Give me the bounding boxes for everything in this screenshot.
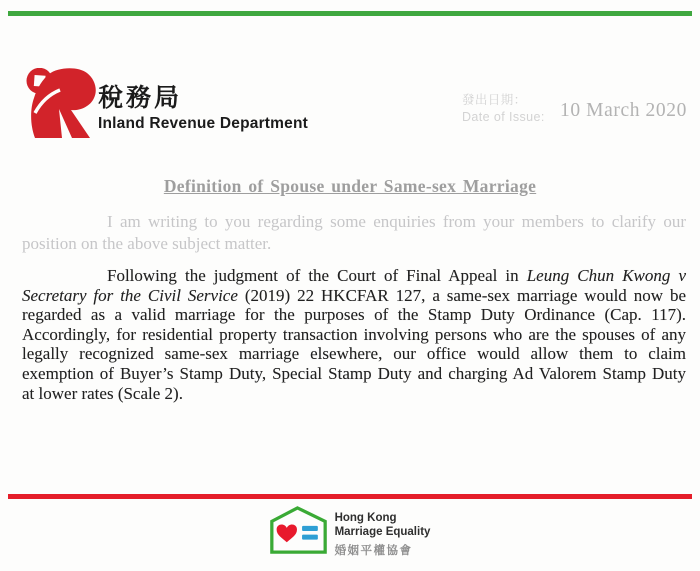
letter-title: Definition of Spouse under Same-sex Marriage bbox=[163, 176, 537, 196]
date-of-issue-labels bbox=[462, 92, 545, 126]
text-line: legally recognized same-sex marriage elsewhere, our office would allow them to claim bbox=[22, 344, 686, 364]
body-paragraph bbox=[22, 266, 686, 403]
text-line: Secretary for the Civil Service (2019) 22 HKCFAR 127, a same-sex marriage would now be bbox=[22, 285, 686, 305]
footer-logo-block bbox=[0, 506, 700, 558]
org-name-zh: 婚姻平權協會 bbox=[334, 545, 413, 557]
department-name bbox=[98, 84, 308, 133]
text-line: I am writing to you regarding some enquiries from your members to clarify our bbox=[107, 212, 686, 231]
org-name bbox=[335, 506, 431, 558]
date-label-zh: 發出日期： bbox=[462, 93, 527, 107]
text-line: at lower rates (Scale 2). bbox=[22, 383, 183, 403]
org-name-en-line2: Marriage Equality bbox=[334, 525, 431, 538]
intro-paragraph bbox=[22, 211, 686, 255]
date-label-en: Date of Issue: bbox=[462, 110, 545, 124]
org-name-en-line1: Hong Kong bbox=[334, 512, 397, 524]
hkme-house-icon bbox=[270, 506, 327, 554]
ird-logo-icon bbox=[26, 68, 96, 139]
text-line: Accordingly, for residential property transaction involving persons who are the spouses of any bbox=[22, 324, 686, 344]
date-value: 10 March 2020 bbox=[560, 100, 687, 121]
text-line: Following the judgment of the Court of Final Appeal in Leung Chun Kwong v bbox=[107, 266, 686, 285]
dept-name-zh: 稅務局 bbox=[98, 84, 183, 112]
text-line: exemption of Buyer’s Stamp Duty, Special Stamp Duty and charging Ad Valorem Stamp Duty bbox=[22, 363, 686, 383]
heart-icon bbox=[276, 524, 296, 542]
bottom-rule bbox=[8, 494, 692, 499]
equals-bar-top-icon bbox=[302, 526, 318, 531]
top-rule bbox=[8, 11, 692, 16]
equals-bar-bottom-icon bbox=[302, 535, 318, 540]
text-line: regarded as a valid marriage for the purposes of the Stamp Duty Ordinance (Cap. 117). bbox=[22, 305, 686, 325]
dept-name-en: Inland Revenue Department bbox=[98, 115, 308, 132]
text-line: position on the above subject matter. bbox=[22, 234, 272, 253]
